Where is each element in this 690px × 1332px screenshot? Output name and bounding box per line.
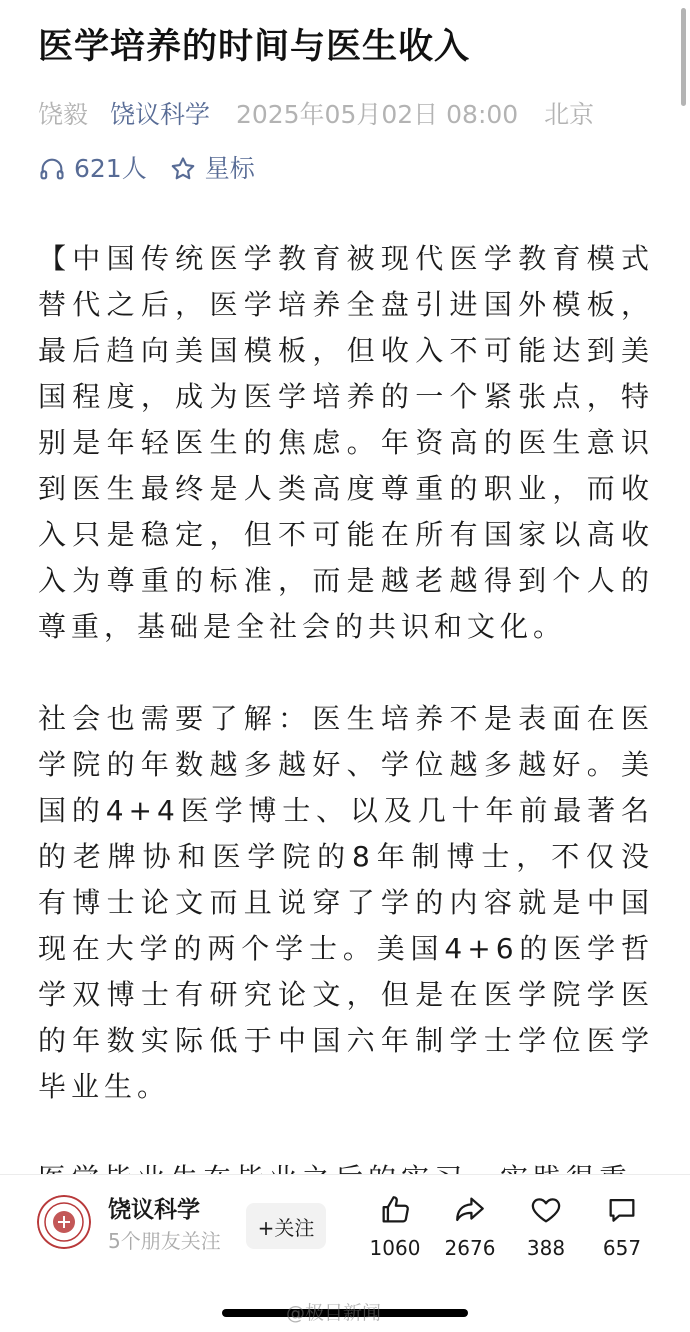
paragraph: 【中国传统医学教育被现代医学教育模式替代之后，医学培养全盘引进国外模板，最后趋向美国模板，但收入不可能达到美国程度，成为医学培养的一个紧张点，特别是年轻医生的焦虑。年资高的医生意识到医生最终是人类高度尊重的职业，而收入只是稳定，但不可能在所有国家以高收入为尊重的标准，而是越老越得到个人的尊重，基础是全社会的共识和文化。 xyxy=(38,242,654,643)
article-title: 医学培养的时间与医生收入 xyxy=(38,27,471,67)
share-icon xyxy=(453,1193,487,1227)
account-link[interactable]: 饶议科学 xyxy=(109,100,210,129)
article-stats xyxy=(38,152,654,186)
account-avatar[interactable] xyxy=(37,1195,91,1249)
favorite-button[interactable] xyxy=(510,1193,582,1261)
comment-count: 657 xyxy=(602,1236,642,1260)
heart-icon xyxy=(529,1193,563,1227)
favorite-count: 388 xyxy=(526,1236,566,1260)
bottom-account-name[interactable]: 饶议科学 xyxy=(108,1197,200,1223)
star-button[interactable] xyxy=(169,152,255,186)
paragraph: 社会也需要了解：医生培养不是表面在医学院的年数越多越好、学位越多越好。美国的4+4医学博士、以及几十年前最著名的老牌协和医学院的8年制博士，不仅没有博士论文而且说穿了学的内容就是中国现在大学的两个学士。美国4+6的医学哲学双博士有研究论文，但是在医学院学医的年数实际低于中国六年制学士学位医学毕业生。 xyxy=(38,702,654,1103)
article-content xyxy=(38,236,654,1202)
publish-datetime: 2025年05月02日 08:00 xyxy=(235,100,519,129)
publish-location: 北京 xyxy=(544,100,595,129)
listen-button[interactable] xyxy=(38,152,147,186)
share-count: 2676 xyxy=(444,1236,496,1260)
like-button[interactable] xyxy=(359,1193,431,1261)
follow-button[interactable]: +关注 xyxy=(246,1203,326,1249)
share-button[interactable] xyxy=(434,1193,506,1261)
headphones-icon xyxy=(38,155,66,183)
star-icon xyxy=(169,155,197,183)
comment-icon xyxy=(605,1193,639,1227)
article-body xyxy=(38,0,654,1248)
seal-logo-icon xyxy=(37,1195,91,1249)
article-meta xyxy=(38,98,654,132)
scrollbar[interactable] xyxy=(681,8,686,106)
star-label: 星标 xyxy=(204,154,255,183)
author-name: 饶毅 xyxy=(38,100,89,129)
like-count: 1060 xyxy=(369,1236,421,1260)
friends-following: 5个朋友关注 xyxy=(108,1229,221,1253)
watermark: @极目新闻 xyxy=(286,1302,382,1324)
comment-button[interactable] xyxy=(586,1193,658,1261)
thumbs-up-icon xyxy=(378,1193,412,1227)
listener-count: 621人 xyxy=(74,154,147,183)
